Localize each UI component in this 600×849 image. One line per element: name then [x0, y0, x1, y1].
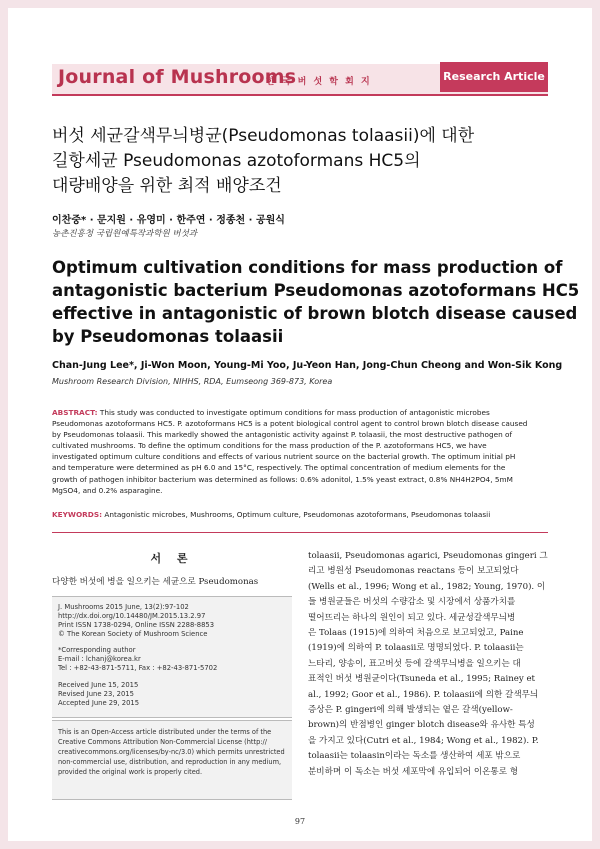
keywords-text: Antagonistic microbes, Mushrooms, Optimum culture, Pseudomonas azotoformans, Pseudomonas tolaasii	[104, 510, 491, 519]
introduction-heading: 서 론	[150, 552, 194, 565]
korean-authors: 이찬중* · 문지원 · 유영미 · 한주연 · 정종천 · 공원식	[52, 215, 285, 226]
page-frame-bottom	[0, 841, 600, 849]
info-line: Tel : +82-43-871-5711, Fax : +82-43-871-5702	[58, 664, 218, 672]
info-line: Revised June 23, 2015	[58, 690, 134, 698]
abstract-line: investigated optimum culture conditions and effects of various nutrient source on the bacterial growth. The optimum initial pH	[52, 452, 516, 462]
abstract-line: and temperature were determined as pH 6.0 and 15°C, respectively. The optimal concentration of medium elements for the	[52, 463, 506, 473]
body-line: brown)의 반점병인 ginger blotch disease와 유사한 특성	[308, 720, 535, 731]
korean-title-line: 대량배양을 위한 최적 배양조건	[52, 176, 282, 196]
journal-name: Journal of Mushrooms	[58, 66, 297, 88]
body-line: (Wells et al., 1996; Wong et al., 1982; Young, 1970). 이	[308, 581, 546, 592]
info-line: Print ISSN 1738-0294, Online ISSN 2288-8853	[58, 621, 215, 629]
body-line: 증상은 P. gingeri에 의해 발생되는 옅은 갈색(yellow-	[308, 705, 513, 716]
page-number: 97	[294, 817, 306, 826]
oa-line: non-commercial use, distribution, and reproduction in any medium,	[58, 758, 282, 766]
english-title-line: antagonistic bacterium Pseudomonas azotoformans HC5	[52, 281, 580, 300]
body-text-right-column	[308, 549, 550, 780]
korean-title	[52, 124, 552, 199]
introduction-first-line: 다양한 버섯에 병을 일으키는 세균으로 Pseudomonas	[52, 577, 259, 587]
body-line: 느타리, 양송이, 표고버섯 등에 갈색무늬병을 일으키는 대	[308, 658, 521, 669]
abstract-line: cultivated mushrooms. To define the optimum conditions for the mass production of the P. azotoformans HC5, we have	[52, 441, 487, 451]
english-title	[52, 256, 580, 348]
english-title-line: effective in antagonistic of brown blotch disease caused	[52, 304, 578, 323]
journal-masthead	[52, 64, 548, 96]
doi-link[interactable]: http://dx.doi.org/10.14480/JM.2015.13.2.97	[58, 612, 206, 620]
page-frame-right	[592, 0, 600, 849]
page-frame-left	[0, 0, 8, 849]
abstract-line: MgSO4, and 0.2% asparagine.	[52, 485, 163, 495]
body-line: 리고 병원성 Pseudomonas reactans 등이 보고되었다	[308, 566, 519, 577]
article-info-box	[52, 596, 292, 718]
email-link[interactable]: E-mail : lchanj@korea.kr	[58, 655, 141, 663]
oa-line: Creative Commons Attribution Non-Commercial License (http://	[58, 738, 267, 746]
keywords	[52, 510, 548, 519]
page-frame-top	[0, 0, 600, 8]
english-title-line: by Pseudomonas tolaasii	[52, 327, 284, 346]
oa-license-link[interactable]: creativecommons.org/licenses/by-nc/3.0) which permits unrestricted	[58, 748, 285, 756]
abstract-line	[52, 407, 548, 418]
body-line: tolaasii, Pseudomonas agarici, Pseudomonas gingeri 그	[308, 551, 548, 561]
info-line: © The Korean Society of Mushroom Science	[58, 630, 208, 638]
info-line: J. Mushrooms 2015 June, 13(2):97-102	[58, 603, 189, 611]
english-authors: Chan-Jung Lee*, Ji-Won Moon, Young-Mi Yoo, Ju-Yeon Han, Jong-Chun Cheong and Won-Sik Kong	[52, 360, 563, 371]
info-line: *Corresponding author	[58, 646, 136, 654]
oa-line: provided the original work is properly cited.	[58, 768, 203, 776]
abstract-line: growth of pathogen inhibitor bacterium was determined as follows: 0.6% adonitol, 1.5% yeast extract, 0.8% NH4H2PO4, 5mM	[52, 474, 513, 484]
body-line: 을 가지고 있다(Cutri et al., 1984; Wong et al., 1982). P.	[308, 735, 539, 746]
abstract-line: by Pseudomonas tolaasii. This markedly showed the antagonistic activity against P. tolaasii, the most destructive pathogen of	[52, 430, 513, 440]
article-type-badge: Research Article	[440, 62, 548, 92]
korean-affiliation: 농촌진흥청 국립원예특작과학원 버섯과	[52, 229, 197, 239]
body-line: 표적인 버섯 병원균이다(Tsuneda et al., 1995; Rainey et	[308, 674, 535, 685]
abstract	[52, 407, 548, 496]
body-line: 분비하며 이 독소는 버섯 세포막에 유입되어 이온통로 형	[308, 766, 519, 777]
body-line: 들 병원균들은 버섯의 수량감소 및 시장에서 상품가치를	[308, 597, 516, 608]
abstract-line: Pseudomonas azotoformans HC5. P. azotoformans HC5 is a potent biological control agent to control brown blotch disease caused	[52, 419, 528, 429]
body-line: (1919)에 의하여 P. tolaasii로 명명되었다. P. tolaasii는	[308, 643, 524, 654]
keywords-label: KEYWORDS:	[52, 510, 103, 519]
english-title-line: Optimum cultivation conditions for mass production of	[52, 258, 563, 277]
korean-title-line: 길항세균 Pseudomonas azotoformans HC5의	[52, 151, 421, 171]
abstract-label: ABSTRACT:	[52, 408, 98, 417]
body-line: 은 Tolaas (1915)에 의하여 처음으로 보고되었고, Paine	[308, 628, 524, 639]
body-line: al., 1992; Goor et al., 1986). P. tolaasii에 의한 갈색무늬	[308, 689, 539, 700]
abstract-text: This study was conducted to investigate optimum conditions for mass production of antagonistic microbes	[99, 408, 490, 417]
section-divider	[52, 532, 548, 533]
journal-name-korean: 한 국 버 섯 학 회 지	[266, 77, 372, 87]
body-line: 떨어뜨리는 하나의 원인이 되고 있다. 세균성갈색무늬병	[308, 612, 516, 623]
info-line: Accepted June 29, 2015	[58, 699, 140, 707]
oa-line: This is an Open-Access article distributed under the terms of the	[58, 728, 272, 736]
english-affiliation: Mushroom Research Division, NIHHS, RDA, Eumseong 369-873, Korea	[52, 377, 333, 386]
body-line: tolaasii는 tolaasin이라는 독소를 생산하여 세포 밖으로	[308, 751, 521, 762]
open-access-box	[52, 720, 292, 800]
info-line: Received June 15, 2015	[58, 681, 139, 689]
korean-title-line: 버섯 세균갈색무늬병균(Pseudomonas tolaasii)에 대한	[52, 126, 475, 146]
